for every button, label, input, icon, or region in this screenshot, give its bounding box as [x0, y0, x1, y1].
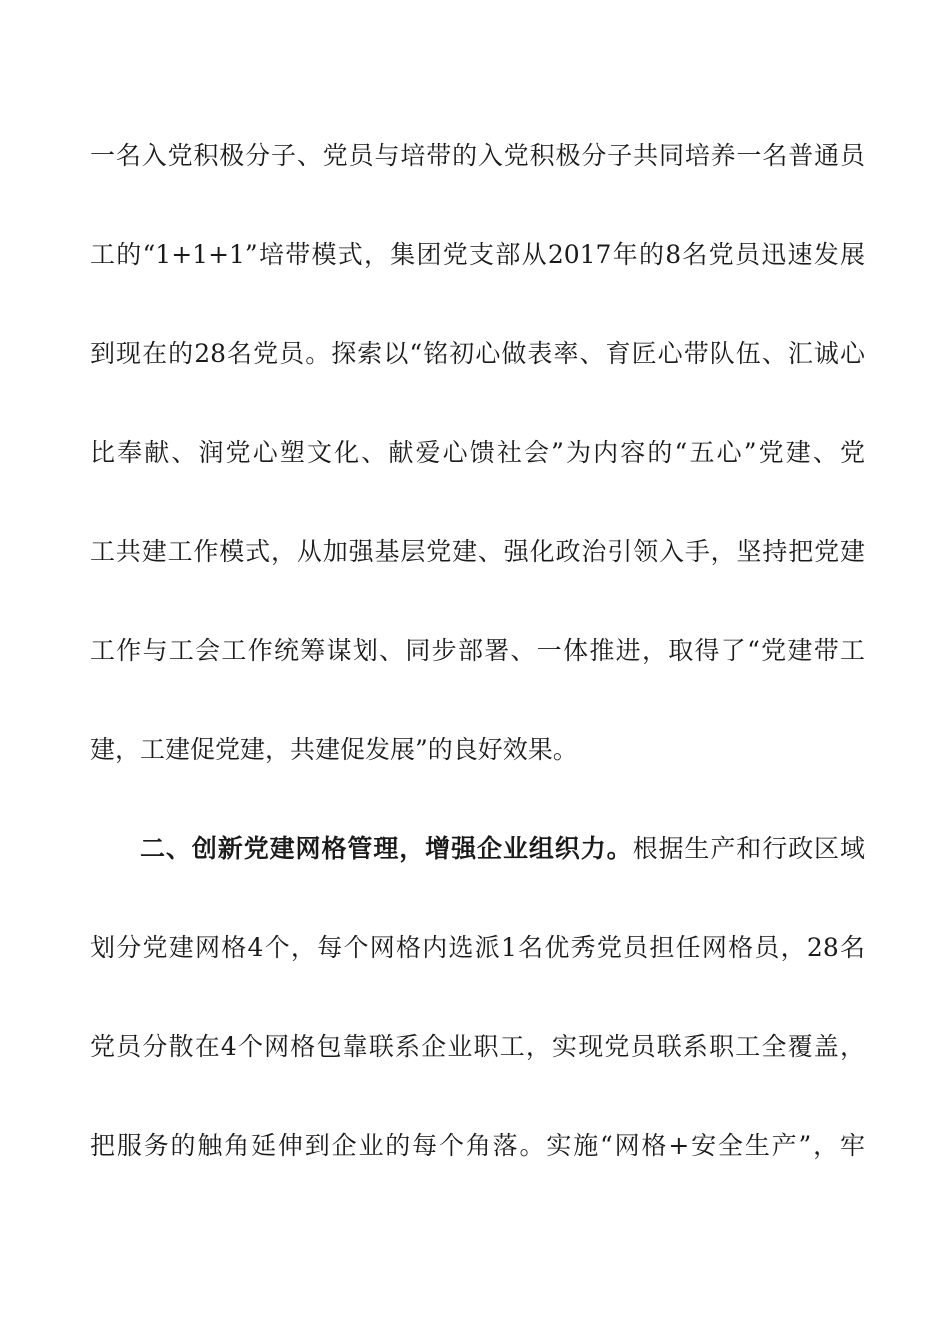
paragraph-1: [90, 132, 865, 825]
paragraph-line: 比奉献、润党心塑文化、献爱心馈社会”为内容的“五心”党建、党: [90, 438, 865, 467]
paragraph-line: 一名入党积极分子、党员与培带的入党积极分子共同培养一名普通员: [90, 141, 865, 170]
section-heading: 二、创新党建网格管理，增强企业组织力。: [140, 834, 633, 863]
paragraph-line: 建，工建促党建，共建促发展”的良好效果。: [90, 735, 578, 764]
paragraph-line: 到现在的28名党员。探索以“铭初心做表率、育匠心带队伍、汇诚心: [90, 339, 865, 368]
paragraph-line: 划分党建网格4个，每个网格内选派1名优秀党员担任网格员，28名: [90, 933, 865, 962]
paragraph-line: 党员分散在4个网格包靠联系企业职工，实现党员联系职工全覆盖，: [90, 1032, 865, 1061]
paragraph-first-line: [90, 825, 865, 924]
paragraph-line: 工共建工作模式，从加强基层党建、强化政治引领入手，坚持把党建: [90, 537, 865, 566]
body-text: [90, 132, 865, 1221]
paragraph-line-rest: 根据生产和行政区域: [632, 834, 865, 863]
paragraph-line: 工的“1+1+1”培带模式，集团党支部从2017年的8名党员迅速发展: [90, 240, 865, 269]
paragraph-2: [90, 825, 865, 1221]
paragraph-line: 把服务的触角延伸到企业的每个角落。实施“网格+安全生产”，牢: [90, 1131, 865, 1160]
paragraph-line: 工作与工会工作统筹谋划、同步部署、一体推进，取得了“党建带工: [90, 636, 865, 665]
